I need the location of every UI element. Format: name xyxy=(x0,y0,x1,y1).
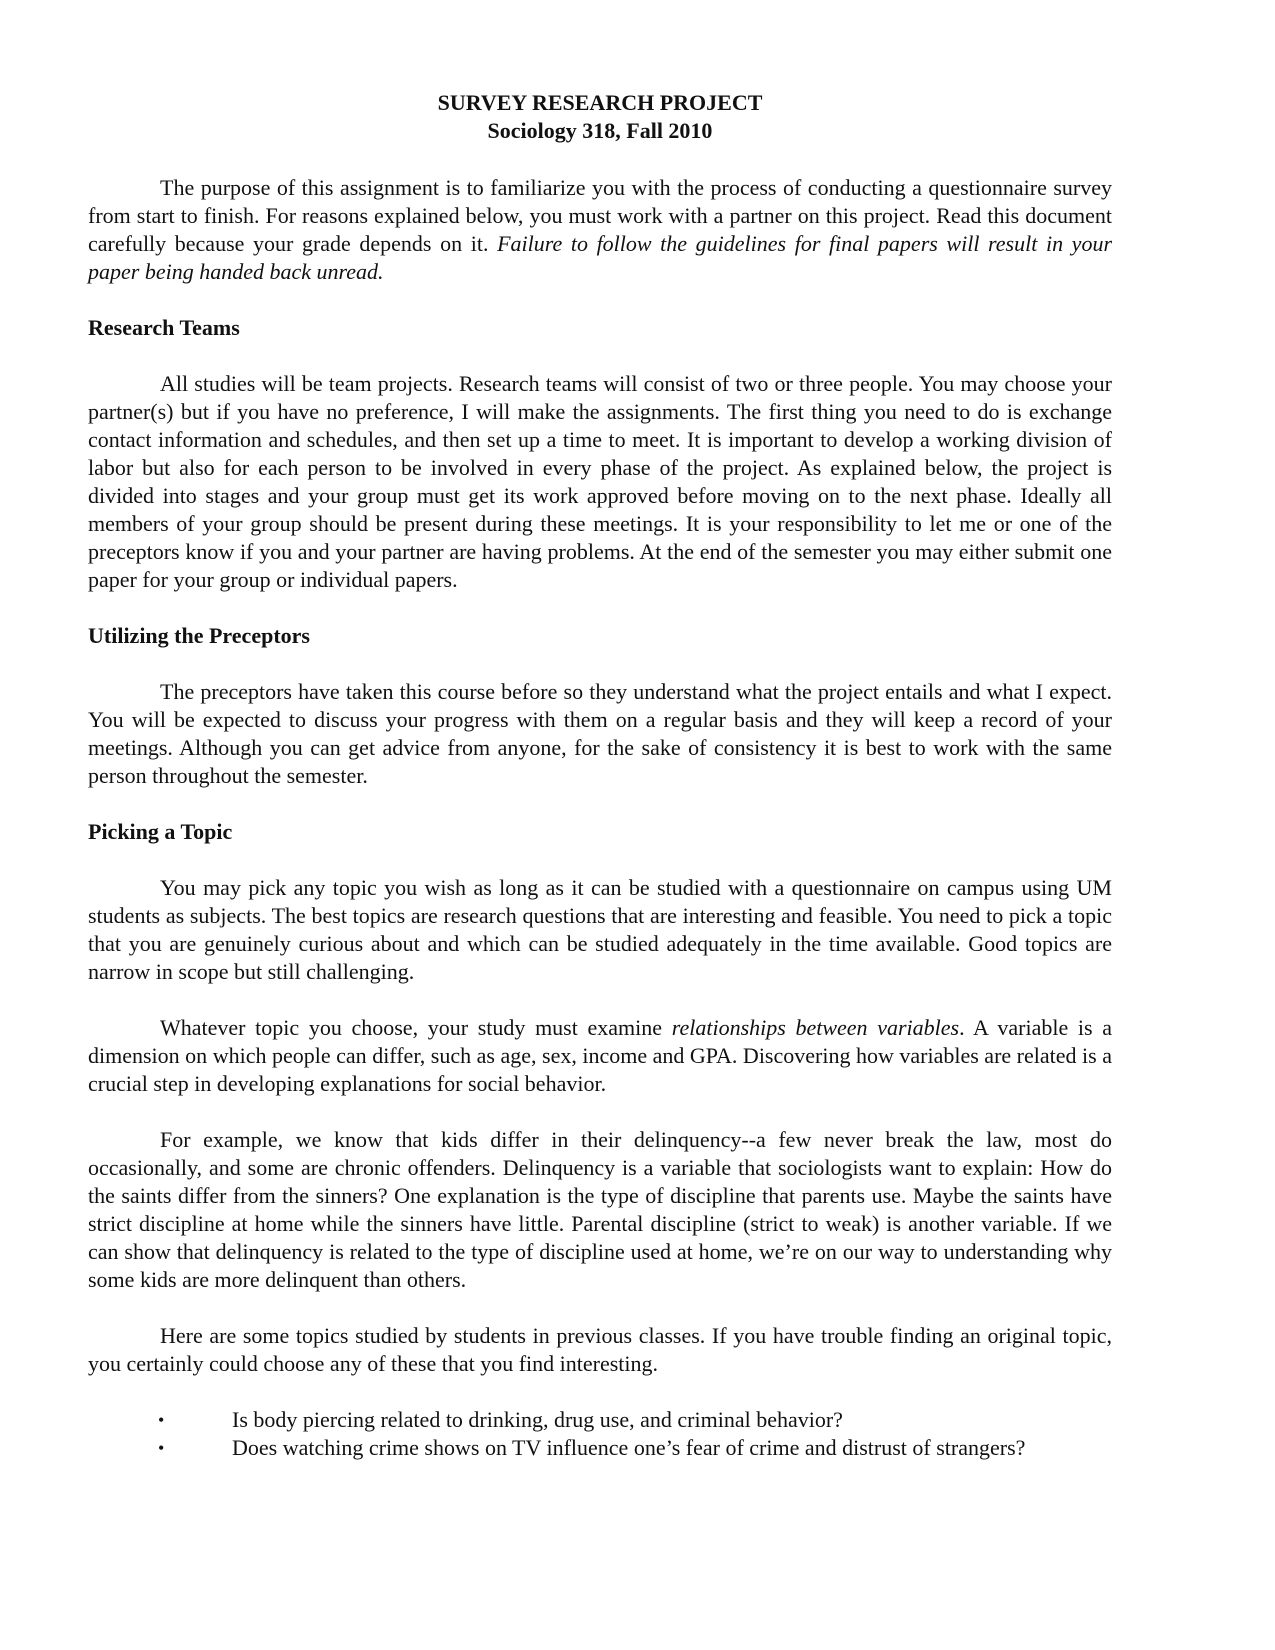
topic-paragraph-2-emphasis: relationships between variables xyxy=(671,1015,960,1040)
topic-paragraph-2-rest: . A variable is a dimension on which people can differ, such as age, sex, income and GPA. Discovering how variables are related is a crucial step in developing explanations for social behavior. xyxy=(88,1015,1112,1096)
example-topics-list xyxy=(88,1406,1112,1462)
bullet-icon: • xyxy=(158,1438,165,1458)
intro-paragraph xyxy=(88,174,1112,286)
heading-picking-topic: Picking a Topic xyxy=(88,819,233,844)
heading-preceptors: Utilizing the Preceptors xyxy=(88,623,310,648)
topic-paragraph-2 xyxy=(88,1014,1112,1098)
title-block xyxy=(88,0,1112,145)
topic-paragraph-4: Here are some topics studied by students in previous classes. If you have trouble finding an original topic, you certainly could choose any of these that you find interesting. xyxy=(88,1323,1112,1376)
preceptors-paragraph: The preceptors have taken this course before so they understand what the project entails and what I expect. You will be expected to discuss your progress with them on a regular basis and they will keep a record of your meetings. Although you can get advice from anyone, for the sake of consistency it is best to work with the same person throughout the semester. xyxy=(88,679,1112,788)
list-item-text: Does watching crime shows on TV influence one’s fear of crime and distrust of strangers? xyxy=(232,1435,1026,1460)
list-item xyxy=(88,1434,1112,1462)
research-teams-paragraph: All studies will be team projects. Research teams will consist of two or three people. You may choose your partner(s) but if you have no preference, I will make the assignments. The first thing you need to do is exchange contact information and schedules, and then set up a time to meet. It is important to develop a working division of labor but also for each person to be involved in every phase of the project. As explained below, the project is divided into stages and your group must get its work approved before moving on to the next phase. Ideally all members of your group should be present during these meetings. It is your responsibility to let me or one of the preceptors know if you and your partner are having problems. At the end of the semester you may either submit one paper for your group or individual papers. xyxy=(88,371,1112,592)
document-title: SURVEY RESEARCH PROJECT xyxy=(437,90,763,115)
document-subtitle: Sociology 318, Fall 2010 xyxy=(487,118,713,143)
topic-paragraph-3: For example, we know that kids differ in their delinquency--a few never break the law, most do occasionally, and some are chronic offenders. Delinquency is a variable that sociologists want to explain: How do the saints differ from the sinners? One explanation is the type of discipline that parents use. Maybe the saints have strict discipline at home while the sinners have little. Parental discipline (strict to weak) is another variable. If we can show that delinquency is related to the type of discipline used at home, we’re on our way to understanding why some kids are more delinquent than others. xyxy=(88,1127,1112,1292)
intro-text: The purpose of this assignment is to familiarize you with the process of conducting a questionnaire survey from start to finish. For reasons explained below, you must work with a partner on this project. Read this document carefully because your grade depends on it. xyxy=(88,175,1112,256)
list-item xyxy=(88,1406,1112,1434)
intro-warning: Failure to follow the guidelines for final papers will result in your paper being handed back unread. xyxy=(88,231,1113,284)
topic-paragraph-2-lead: Whatever topic you choose, your study must examine xyxy=(160,1015,672,1040)
bullet-icon: • xyxy=(158,1410,165,1430)
list-item-text: Is body piercing related to drinking, drug use, and criminal behavior? xyxy=(232,1407,843,1432)
heading-research-teams: Research Teams xyxy=(88,315,240,340)
topic-paragraph-1: You may pick any topic you wish as long as it can be studied with a questionnaire on campus using UM students as subjects. The best topics are research questions that are interesting and feasible. You need to pick a topic that you are genuinely curious about and which can be studied adequately in the time available. Good topics are narrow in scope but still challenging. xyxy=(88,875,1112,984)
